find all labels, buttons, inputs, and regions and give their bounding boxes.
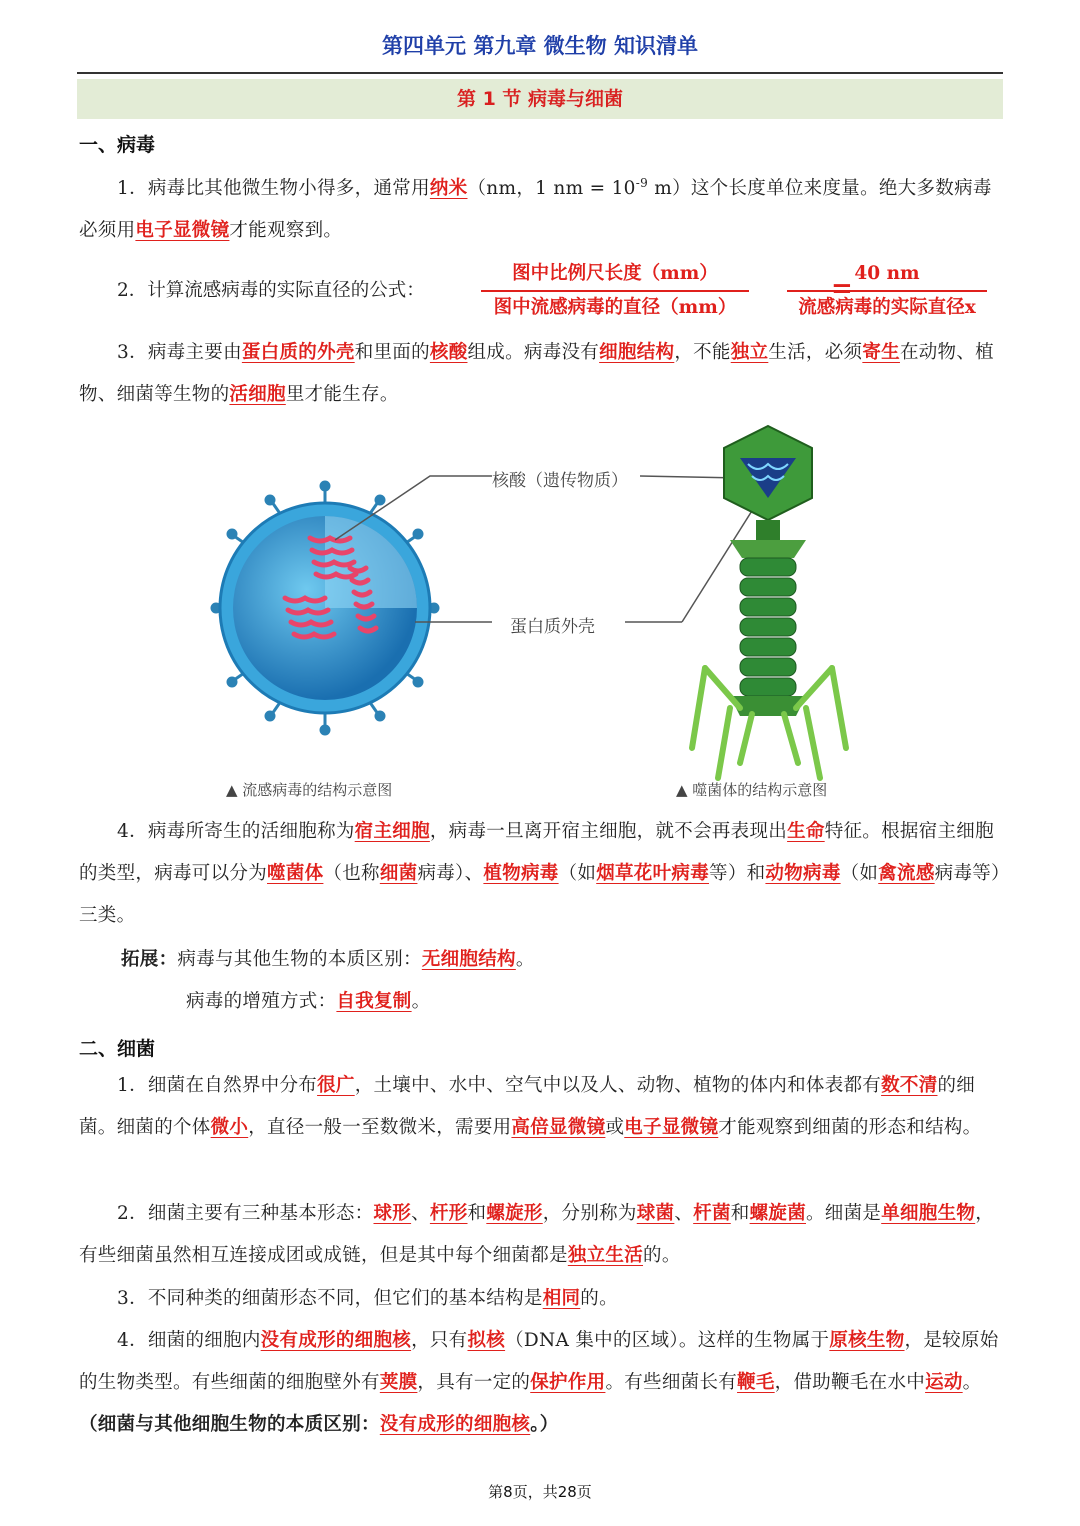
text: 在动物、植物、细菌等生物的 (79, 342, 994, 405)
text: m）这个长度单位来度量。绝大多数病毒必须用 (79, 178, 992, 242)
keyword: 数不清 (881, 1075, 938, 1096)
text: ，借助鞭毛在水中 (774, 1372, 926, 1393)
heading-bacteria: 二、细菌 (79, 1038, 156, 1060)
header-divider (77, 72, 1003, 74)
keyword: 生命 (787, 821, 825, 842)
keyword: 独立生活 (567, 1245, 644, 1266)
text: 1．病毒比其他微生物小得多，通常用 (117, 178, 430, 200)
bacteria-paragraph-4 (79, 1320, 1003, 1446)
text: ，土壤中、水中、空气中以及人、动物、植物的体内和体表都有 (354, 1075, 882, 1096)
keyword: 没有成形的细胞核 (260, 1330, 412, 1351)
keyword: 烟草花叶病毒 (596, 863, 710, 884)
bold-note: 。） (530, 1414, 559, 1435)
keyword: 球菌 (636, 1203, 675, 1224)
text: 等）和 (709, 863, 766, 884)
keyword: 运动 (925, 1372, 963, 1393)
virus-extension-1 (79, 939, 1003, 981)
left-numerator: 图中比例尺长度（mm） (512, 263, 718, 284)
bold-note: （细菌与其他细胞生物的本质区别： (79, 1414, 380, 1435)
keyword: 拟核 (467, 1330, 506, 1351)
page-number: 第8页，共28页 (488, 1483, 592, 1501)
equals-sign: = (831, 274, 853, 304)
keyword: 球形 (373, 1203, 412, 1224)
right-numerator: 40 nm (854, 263, 920, 284)
keyword: 没有成形的细胞核 (379, 1414, 531, 1435)
text: 生活，必须 (768, 342, 863, 363)
keyword: 保护作用 (530, 1372, 606, 1393)
text: 或 (605, 1117, 625, 1138)
keyword: 螺旋菌 (749, 1203, 806, 1224)
page-title: 第四单元 第九章 微生物 知识清单 (382, 34, 698, 58)
text: ，直径一般一至数微米，需要用 (248, 1117, 512, 1138)
bacteria-paragraph-3 (79, 1278, 1003, 1320)
keyword: 蛋白质的外壳 (241, 342, 355, 363)
heading-virus: 一、病毒 (79, 134, 156, 156)
keyword: 杆形 (429, 1203, 468, 1224)
text: ，有些细菌虽然相互连接成团或成链，但是其中每个细菌都是 (79, 1203, 995, 1266)
virus-structure-figure (200, 418, 900, 808)
text: 、 (674, 1203, 694, 1224)
keyword: 动物病毒 (765, 863, 841, 884)
caption-influenza: ▲ 流感病毒的结构示意图 (226, 781, 393, 799)
text: 才能观察到细菌的形态和结构。 (718, 1117, 982, 1138)
caption-bacteriophage: ▲ 噬菌体的结构示意图 (676, 781, 828, 799)
keyword: 禽流感 (878, 863, 935, 884)
keyword: 相同 (542, 1288, 581, 1309)
text: 和 (467, 1203, 487, 1224)
text: 1．细菌在自然界中分布 (117, 1075, 318, 1096)
formula-lead: 2．计算流感病毒的实际直径的公式： (117, 280, 425, 301)
bacteriophage-illustration (692, 426, 846, 778)
text: 和 (730, 1203, 750, 1224)
text: 3．病毒主要由 (117, 342, 242, 363)
text: 的细菌。细菌的个体 (79, 1075, 976, 1138)
virus-paragraph-4 (79, 811, 1003, 937)
keyword: 杆菌 (693, 1203, 731, 1224)
keyword: 植物病毒 (483, 863, 559, 884)
keyword: 细菌 (379, 863, 418, 884)
text: 和里面的 (354, 342, 430, 363)
label-protein-coat: 蛋白质外壳 (510, 617, 595, 637)
keyword: 高倍显微镜 (511, 1117, 606, 1138)
keyword: 电子显微镜 (135, 220, 230, 242)
keyword: 电子显微镜 (624, 1117, 719, 1138)
text: 。 (411, 991, 431, 1012)
text: ，不能 (674, 342, 731, 363)
influenza-virus-illustration (212, 482, 438, 734)
label-nucleic-acid: 核酸（遗传物质） (492, 471, 628, 491)
text: 2．细菌主要有三种基本形态： (117, 1203, 374, 1224)
text: 4．细菌的细胞内 (117, 1330, 261, 1351)
keyword: 宿主细胞 (354, 821, 430, 842)
keyword: 自我复制 (336, 991, 412, 1012)
virus-paragraph-1 (79, 162, 1003, 252)
text: ，分别称为 (542, 1203, 637, 1224)
keyword: 螺旋形 (486, 1203, 543, 1224)
text: 里才能生存。 (285, 384, 399, 405)
keyword: 无细胞结构 (421, 949, 516, 970)
text: 特征。根据宿主细胞的类型，病毒可以分为 (79, 821, 994, 884)
text: ，只有 (411, 1330, 468, 1351)
text: 。有些细菌长有 (605, 1372, 738, 1393)
text: 的。 (580, 1288, 618, 1309)
keyword: 纳米 (429, 178, 468, 200)
left-fraction (481, 258, 749, 324)
text: （也称 (323, 863, 380, 884)
virus-extension-2 (79, 981, 1003, 1023)
keyword: 很广 (317, 1075, 355, 1096)
section-title: 第 1 节 病毒与细菌 (77, 79, 1003, 119)
text: 的。 (643, 1245, 681, 1266)
text: （DNA 集中的区域）。这样的生物属于 (505, 1330, 830, 1351)
text: 。 (515, 949, 535, 970)
text: 病毒）、 (417, 863, 484, 884)
text: （nm，1 nm = 10 (467, 178, 636, 200)
keyword: 细胞结构 (599, 342, 675, 363)
bacteria-paragraph-1 (79, 1065, 1003, 1149)
keyword: 荚膜 (379, 1372, 418, 1393)
right-fraction (787, 258, 987, 324)
text: ，具有一定的 (417, 1372, 531, 1393)
text: 、 (411, 1203, 430, 1224)
keyword: 核酸 (429, 342, 468, 363)
keyword: 活细胞 (229, 384, 286, 405)
text: ，是较原始的生物类型。有些细菌的细胞壁外有 (79, 1330, 999, 1393)
text: 。 (962, 1372, 982, 1393)
virus-paragraph-3 (79, 332, 1003, 416)
text: 才能观察到。 (229, 220, 343, 242)
keyword: 鞭毛 (737, 1372, 775, 1393)
text: 病毒与其他生物的本质区别： (177, 949, 422, 970)
text: ，病毒一旦离开宿主细胞，就不会再表现出 (429, 821, 788, 842)
keyword: 单细胞生物 (881, 1203, 976, 1224)
text: 4．病毒所寄生的活细胞称为 (117, 821, 355, 842)
text: （如 (840, 863, 879, 884)
keyword: 寄生 (862, 342, 900, 363)
left-denominator: 图中流感病毒的直径（mm） (493, 297, 737, 318)
diameter-formula (79, 258, 1003, 328)
text: 病毒等）三类。 (79, 863, 1001, 926)
superscript: -9 (635, 176, 649, 190)
text: 病毒的增殖方式： (186, 991, 337, 1012)
text: 。细菌是 (806, 1203, 882, 1224)
keyword: 微小 (210, 1117, 249, 1138)
right-denominator: 流感病毒的实际直径x (798, 297, 976, 318)
bacteria-paragraph-2 (79, 1193, 1003, 1277)
text: 组成。病毒没有 (467, 342, 600, 363)
text: （如 (558, 863, 597, 884)
extension-label: 拓展： (121, 949, 178, 970)
keyword: 噬菌体 (267, 863, 324, 884)
keyword: 独立 (730, 342, 769, 363)
text: 3．不同种类的细菌形态不同，但它们的基本结构是 (117, 1288, 543, 1309)
keyword: 原核生物 (829, 1330, 905, 1351)
